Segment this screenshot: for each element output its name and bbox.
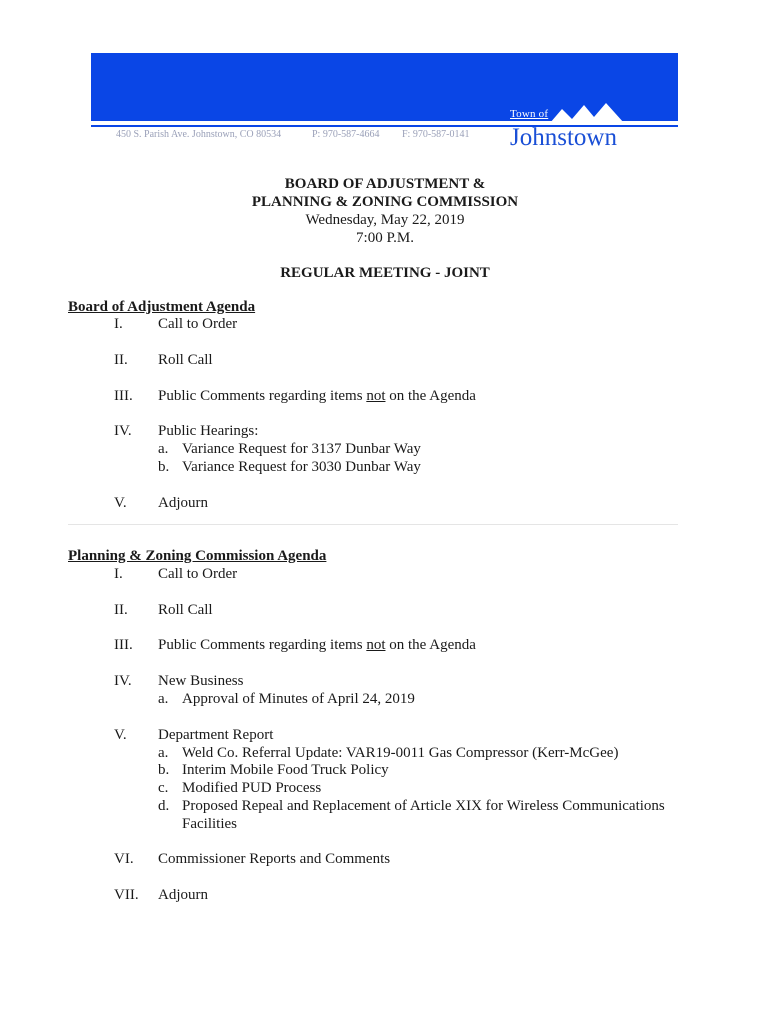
- pz-item-text: New Business: [158, 673, 244, 689]
- pz-item-num: IV.: [114, 673, 132, 689]
- pz-subitem: a. Weld Co. Referral Update: VAR19-0011 Gas Compressor (Kerr-McGee): [158, 745, 619, 761]
- boa-item-num: IV.: [114, 423, 132, 439]
- boa-item-text: Call to Order: [158, 316, 238, 332]
- boa-item-num: V.: [114, 495, 127, 511]
- pz-subitem: c. Modified PUD Process: [158, 780, 322, 796]
- address: 450 S. Parish Ave. Johnstown, CO 80534: [116, 129, 282, 140]
- pz-item-text: Call to Order: [158, 566, 238, 582]
- boa-subitem: b. Variance Request for 3030 Dunbar Way: [158, 459, 421, 475]
- pz-item-num: V.: [114, 727, 127, 743]
- logo-johnstown: Johnstown: [510, 124, 617, 151]
- pz-item-text: Adjourn: [158, 887, 208, 903]
- title-block: [0, 175, 770, 247]
- boa-item-text: Roll Call: [158, 352, 213, 368]
- pz-item-text: Department Report: [158, 727, 274, 743]
- pz-item-num: I.: [114, 566, 123, 582]
- boa-item-num: I.: [114, 316, 123, 332]
- boa-subitem: a. Variance Request for 3137 Dunbar Way: [158, 441, 421, 457]
- meeting-date: Wednesday, May 22, 2019: [305, 212, 465, 228]
- meeting-time: 7:00 P.M.: [356, 230, 414, 246]
- pz-subitem: b. Interim Mobile Food Truck Policy: [158, 762, 389, 778]
- pz-item-text: Public Comments regarding items not on the Agenda: [158, 637, 476, 653]
- boa-item-text: Adjourn: [158, 495, 208, 511]
- boa-item-num: III.: [114, 388, 133, 404]
- pz-item-num: VII.: [114, 887, 139, 903]
- section-divider: [68, 524, 678, 525]
- mountain-logo-icon: [550, 103, 624, 123]
- pz-subitem: d. Proposed Repeal and Replacement of Article XIX for Wireless Communications: [158, 798, 665, 814]
- pz-heading: Planning & Zoning Commission Agenda: [68, 548, 327, 564]
- boa-item-num: II.: [114, 352, 128, 368]
- meeting-type: REGULAR MEETING - JOINT: [280, 265, 490, 281]
- boa-heading: Board of Adjustment Agenda: [68, 299, 256, 315]
- pz-subitem: a. Approval of Minutes of April 24, 2019: [158, 691, 415, 707]
- pz-item-text: Roll Call: [158, 602, 213, 618]
- pz-item-num: VI.: [114, 851, 134, 867]
- boa-item-text: Public Hearings:: [158, 423, 259, 439]
- boa-item-text: Public Comments regarding items not on the Agenda: [158, 388, 476, 404]
- title-line-2: PLANNING & ZONING COMMISSION: [251, 194, 519, 210]
- title-line-1: BOARD OF ADJUSTMENT &: [284, 176, 486, 192]
- pz-item-num: III.: [114, 637, 133, 653]
- phone: P: 970-587-4664: [312, 129, 380, 140]
- fax: F: 970-587-0141: [402, 129, 470, 140]
- pz-item-num: II.: [114, 602, 128, 618]
- pz-item-text: Commissioner Reports and Comments: [158, 851, 391, 867]
- pz-subitem-continuation: Facilities: [182, 816, 237, 832]
- logo-town-of: Town of: [510, 108, 549, 120]
